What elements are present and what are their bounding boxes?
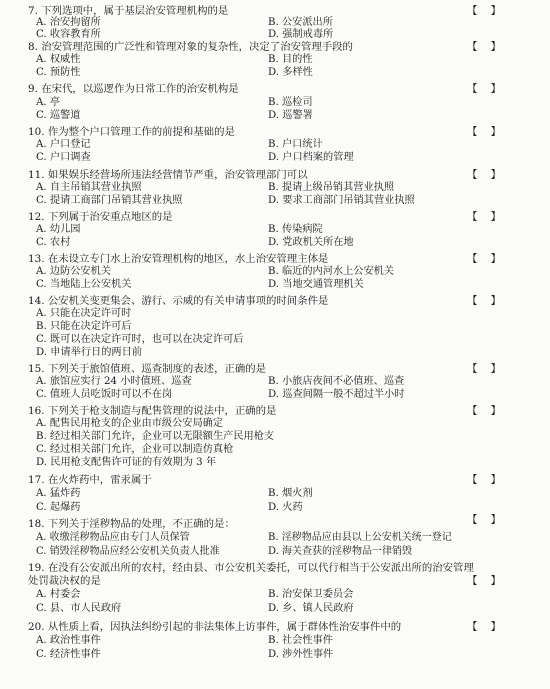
option-c: C. 经过相关部门允许，企业可以制造仿真枪 (36, 444, 234, 455)
option-c: C. 提请工商部门吊销其营业执照 (36, 195, 183, 206)
answer-bracket: 【 】 (467, 514, 501, 526)
answer-bracket: 【 】 (467, 474, 501, 486)
answer-bracket: 【 】 (467, 621, 501, 633)
question-stem: 17. 在火炸药中，雷汞属于 (28, 474, 152, 486)
option-b: B. 烟火剂 (268, 488, 313, 499)
option-a: A. 旅馆应实行 24 小时值班、巡查 (36, 376, 192, 387)
option-b: B. 临近的内河水上公安机关 (268, 266, 395, 277)
question-stem: 10. 作为整个户口管理工作的前提和基础的是 (28, 126, 235, 138)
option-b: B. 巡检司 (268, 97, 313, 108)
option-d: D. 火药 (268, 502, 303, 513)
option-c: C. 经济性事件 (36, 649, 101, 660)
option-c: C. 县、市人民政府 (36, 603, 122, 614)
option-b: B. 经过相关部门允许，企业可以无限额生产民用枪支 (36, 431, 275, 442)
answer-bracket: 【 】 (467, 169, 501, 181)
question-stem: 16. 下列关于枪支制造与配售管理的说法中，正确的是 (28, 405, 277, 417)
option-a: A. 只能在决定许可时 (36, 308, 132, 319)
option-a: A. 治安拘留所 (36, 17, 101, 28)
option-d: D. 乡、镇人民政府 (268, 603, 354, 614)
question-stem: 8. 治安管理范围的广泛性和管理对象的复杂性，决定了治安管理手段的 (28, 41, 353, 53)
answer-bracket: 【 】 (467, 211, 501, 223)
option-a: A. 边防公安机关 (36, 266, 111, 277)
option-c: C. 销毁淫秽物品应经公安机关负责人批准 (36, 546, 220, 557)
question-stem: 20. 从性质上看，因执法纠纷引起的非法集体上访事件，属于群体性治安事件中的 (28, 621, 402, 633)
option-a: A. 幼儿园 (36, 224, 81, 235)
question-stem: 12. 下列属于治安重点地区的是 (28, 211, 173, 223)
option-b: B. 治安保卫委员会 (268, 589, 354, 600)
question-stem-continued: 处罚裁决权的是 (28, 575, 101, 587)
question-stem: 9. 在宋代，以巡逻作为日常工作的治安机构是 (28, 83, 239, 95)
question-stem: 18. 下列关于淫秽物品的处理，不正确的是： (28, 518, 235, 530)
option-c: C. 户口调查 (36, 152, 91, 163)
option-b: B. 公安派出所 (268, 17, 333, 28)
option-b: B. 目的性 (268, 54, 313, 65)
option-b: B. 户口统计 (268, 139, 323, 150)
option-b: B. 只能在决定许可后 (36, 321, 132, 332)
option-a: A. 收缴淫秽物品应由专门人员保管 (36, 532, 190, 543)
option-a: A. 村委会 (36, 589, 81, 600)
question-stem: 15. 下列关于旅馆值班、巡查制度的表述，正确的是 (28, 363, 267, 375)
answer-bracket: 【 】 (467, 295, 501, 307)
answer-bracket: 【 】 (467, 575, 501, 587)
option-d: D. 民用枪支配售许可证的有效期为 3 年 (36, 457, 217, 468)
option-d: D. 多样性 (268, 67, 313, 78)
option-a: A. 配售民用枪支的企业由市级公安局确定 (36, 418, 224, 429)
answer-bracket: 【 】 (467, 405, 501, 417)
option-d: D. 海关查获的淫秽物品一律销毁 (268, 546, 413, 557)
option-d: D. 要求工商部门吊销其营业执照 (268, 195, 415, 206)
option-b: B. 提请上级吊销其营业执照 (268, 182, 395, 193)
answer-bracket: 【 】 (467, 5, 501, 17)
option-c: C. 当地陆上公安机关 (36, 279, 132, 290)
option-a: A. 户口登记 (36, 139, 91, 150)
option-b: B. 淫秽物品应由县以上公安机关统一登记 (268, 532, 452, 543)
option-d: D. 户口档案的管理 (268, 152, 354, 163)
option-d: D. 党政机关所在地 (268, 237, 354, 248)
answer-bracket: 【 】 (467, 83, 501, 95)
option-d: D. 巡警署 (268, 110, 313, 121)
answer-bracket: 【 】 (467, 253, 501, 265)
question-stem: 7. 下列选项中，属于基层治安管理机构的是 (28, 5, 229, 17)
option-c: C. 既可以在决定许可时，也可以在决定许可后 (36, 334, 244, 345)
answer-bracket: 【 】 (467, 41, 501, 53)
answer-bracket: 【 】 (467, 363, 501, 375)
option-d: D. 申请举行日的两日前 (36, 347, 142, 358)
option-a: A. 亭 (36, 97, 61, 108)
option-d: D. 强制戒毒所 (268, 29, 334, 40)
option-a: A. 政治性事件 (36, 635, 101, 646)
option-b: B. 传染病院 (268, 224, 323, 235)
question-stem: 11. 如果娱乐经营场所违法经营情节严重，治安管理部门可以 (28, 169, 308, 181)
question-stem: 14. 公安机关变更集会、游行、示威的有关申请事项的时间条件是 (28, 295, 329, 307)
option-b: B. 小旅店夜间不必值班、巡查 (268, 376, 405, 387)
option-d: D. 涉外性事件 (268, 649, 334, 660)
option-c: C. 农村 (36, 237, 71, 248)
option-a: A. 猛炸药 (36, 488, 81, 499)
answer-bracket: 【 】 (467, 126, 501, 138)
option-d: D. 巡查间隔一般不超过半小时 (268, 389, 405, 400)
option-c: C. 巡警道 (36, 110, 81, 121)
option-c: C. 预防性 (36, 67, 81, 78)
option-c: C. 收容教育所 (36, 29, 101, 40)
option-c: C. 起爆药 (36, 502, 81, 513)
option-b: B. 社会性事件 (268, 635, 333, 646)
option-d: D. 当地交通管理机关 (268, 279, 364, 290)
option-a: A. 权威性 (36, 54, 81, 65)
question-stem: 13. 在未设立专门水上治安管理机构的地区，水上治安管理主体是 (28, 253, 329, 265)
option-c: C. 值班人员吃饭时可以不在岗 (36, 389, 173, 400)
option-a: A. 自主吊销其营业执照 (36, 182, 142, 193)
question-stem: 19. 在没有公安派出所的农村，经由县、市公安机关委托，可以代行相当于公安派出所的治安管理 (28, 562, 474, 574)
